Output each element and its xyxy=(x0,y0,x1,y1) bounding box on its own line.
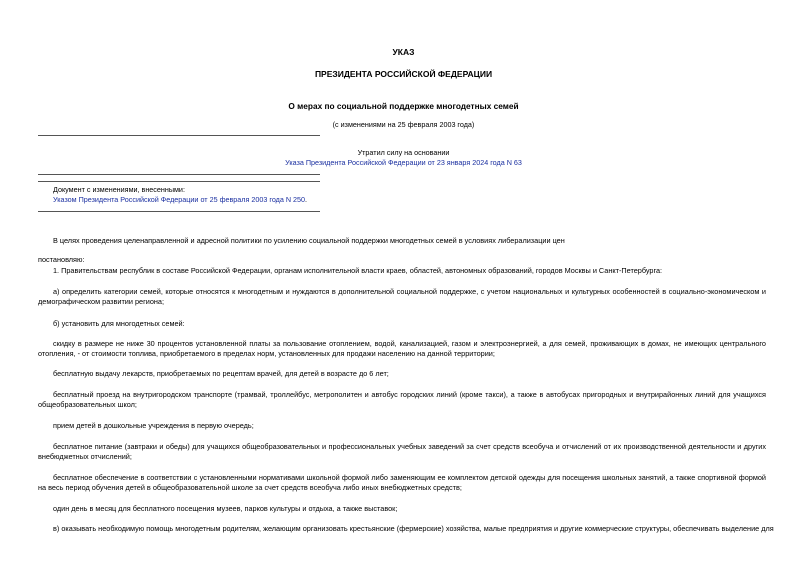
paragraph-item-a: а) определить категории семей, которые относятся к многодетным и нуждаются в дополнительной социальной поддержке, с учетом национальных и культурных особенностей в социально-экономическом и демографическом развитии региона; xyxy=(38,287,766,306)
paragraph-item-c: в) оказывать необходимую помощь многодетным родителям, желающим организовать крестьянские (фермерские) хозяйства, малые предприятия и другие коммерческие структуры, обеспечивать выделение для xyxy=(53,524,774,533)
changes-box-suffix: . xyxy=(305,195,308,204)
divider xyxy=(38,135,320,136)
title-line-1: УКАЗ xyxy=(392,47,415,57)
amendments-note: (с изменениями на 25 февраля 2003 года) xyxy=(332,120,475,129)
paragraph-free-meals: бесплатное питание (завтраки и обеды) для учащихся общеобразовательных и профессиональных учебных заведений за счет средств всеобуча и отчислений от их производственной деятельности и других внебюджетных отчислений; xyxy=(38,442,766,461)
paragraph-item-b: б) установить для многодетных семей: xyxy=(53,319,185,328)
paragraph-preamble: В целях проведения целенаправленной и адресной политики по усилению социальной поддержки многодетных семей в условиях либерализации цен xyxy=(53,236,565,245)
paragraph-utility-discount: скидку в размере не ниже 30 процентов установленной платы за пользование отоплением, водой, канализацией, газом и электроэнергией, а для семей, проживающих в домах, не имеющих центрального отопления, - от стоимости топлива, приобретаемого в пределах норм, установленных для продажи населению на данной территории; xyxy=(38,339,766,358)
changes-box-top-rule xyxy=(38,174,320,175)
paragraph-free-medicine: бесплатную выдачу лекарств, приобретаемых по рецептам врачей, для детей в возрасте до 6 лет; xyxy=(53,369,389,378)
paragraph-school-uniform: бесплатное обеспечение в соответствии с установленными нормативами школьной формой либо заменяющим ее комплектом детской одежды для посещения школьных занятий, а также спортивной формой на весь период обучения детей в общеобразовательной школе за счет средств всеобуча либо иных внебюджетных средств; xyxy=(38,473,766,492)
amending-decree-link[interactable]: Указом Президента Российской Федерации от 25 февраля 2003 года N 250 xyxy=(53,195,306,204)
lost-force-label: Утратил силу на основании xyxy=(357,148,450,157)
paragraph-item-1: 1. Правительствам республик в составе Российской Федерации, органам исполнительной власти краев, областей, автономных образований, городов Москвы и Санкт-Петербурга: xyxy=(53,266,663,275)
changes-box-bottom-rule xyxy=(38,211,320,212)
changes-box-entry xyxy=(53,195,307,204)
paragraph-preschool-priority: прием детей в дошкольные учреждения в первую очередь; xyxy=(53,421,254,430)
paragraph-museum-day: один день в месяц для бесплатного посещения музеев, парков культуры и отдыха, а также выставок; xyxy=(53,504,398,513)
paragraph-free-transport: бесплатный проезд на внутригородском транспорте (трамвай, троллейбус, метрополитен и автобус городских линий (кроме такси), а также в автобусах пригородных и внутрирайонных линий для учащихся общеобразовательных школ; xyxy=(38,390,766,409)
changes-box-label: Документ с изменениями, внесенными: xyxy=(53,185,185,194)
title-line-2: ПРЕЗИДЕНТА РОССИЙСКОЙ ФЕДЕРАЦИИ xyxy=(314,69,493,79)
lost-force-link[interactable]: Указа Президента Российской Федерации от 23 января 2024 года N 63 xyxy=(285,158,522,167)
paragraph-decree: постановляю: xyxy=(38,255,85,264)
document-subject: О мерах по социальной поддержке многодетных семей xyxy=(288,101,519,111)
changes-box-top-rule-2 xyxy=(38,181,320,182)
